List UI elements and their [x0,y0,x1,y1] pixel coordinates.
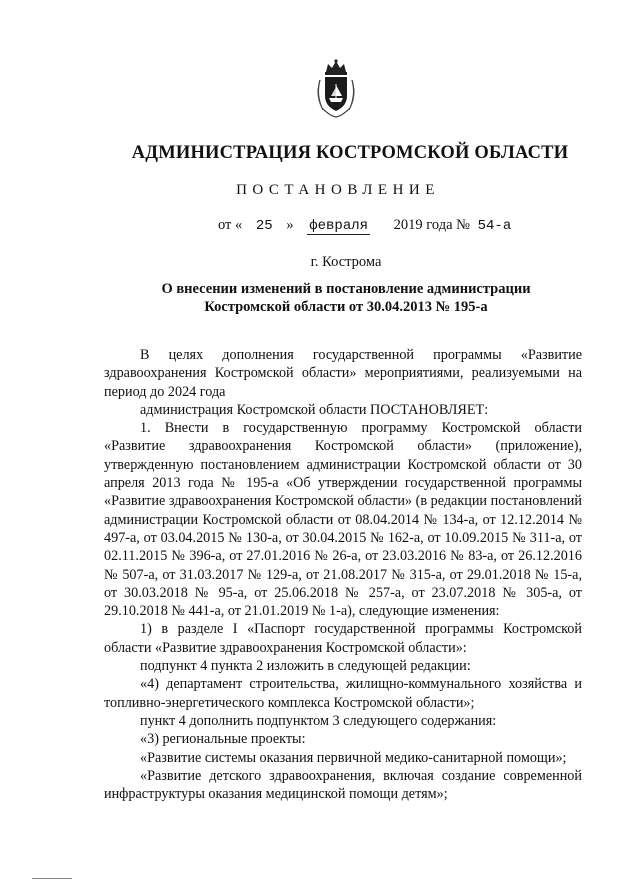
paragraph: «3) региональные проекты: [140,731,306,748]
document-number: 54-а [477,218,512,234]
date-year: 2019 года № [393,217,470,233]
paragraph: администрация Костромской области ПОСТАНОВЛЯЕТ: [140,401,489,418]
coat-of-arms-icon [314,58,358,118]
paragraph: пункт 4 дополнить подпунктом 3 следующего содержания: [140,712,497,729]
paragraph: «Развитие детского здравоохранения, включая создание современной инфраструктуры оказания медицинской помощи детям»; [104,767,582,803]
date-line [218,217,511,235]
document-type: ПОСТАНОВЛЕНИЕ [236,182,440,198]
date-month: февраля [309,218,369,234]
date-prefix: от « [218,217,243,233]
organization-title: АДМИНИСТРАЦИЯ КОСТРОМСКОЙ ОБЛАСТИ [131,143,569,163]
paragraph: «Развитие системы оказания первичной медико-санитарной помощи»; [140,749,567,766]
document-subject: О внесении изменений в постановление администрации Костромской области от 30.04.2013 № 195-а [161,281,531,315]
date-day: 25 [255,218,273,234]
paragraph: 1. Внести в государственную программу Костромской области «Развитие здравоохранения Костромской области» (приложение), утвержденную постановлением администрации Костромской области от 30 апреля 2013 года № 195-а «Об утверждении государственной программы «Развитие здравоохранения Костромской области» (в редакции постановлений администрации Костромской области от 08.04.2014 № 134-а, от 12.12.2014 № 497-а, от 03.04.2015 № 130-а, от 30.04.2015 № 162-а, от 10.09.2015 № 311-а, от 02.11.2015 № 396-а, от 27.01.2016 № 26-а, от 23.03.2016 № 83-а, от 26.12.2016 № 507-а, от 31.03.2017 № 129-а, от 21.08.2017 № 315-а, от 29.01.2018 № 15-а, от 30.03.2018 № 95-а, от 25.06.2018 № 257-а, от 23.07.2018 № 305-а, от 29.10.2018 № 441-а, от 21.01.2019 № 1-а), следующие изменения: [104,420,582,620]
paragraph: 1) в разделе I «Паспорт государственной программы Костромской области «Развитие здравоохранения Костромской области»: [104,621,582,656]
footer-divider [32,878,72,879]
paragraph: подпункт 4 пункта 2 изложить в следующей редакции: [140,658,471,675]
date-mid: » [286,217,294,233]
paragraph: В целях дополнения государственной программы «Развитие здравоохранения Костромской области» мероприятиями, реализуемыми на период до 2024 года [104,347,582,400]
document-body [104,346,582,803]
paragraph: «4) департамент строительства, жилищно-коммунального хозяйства и топливно-энергетического комплекса Костромской области»; [104,676,582,711]
city: г. Кострома [310,254,382,270]
